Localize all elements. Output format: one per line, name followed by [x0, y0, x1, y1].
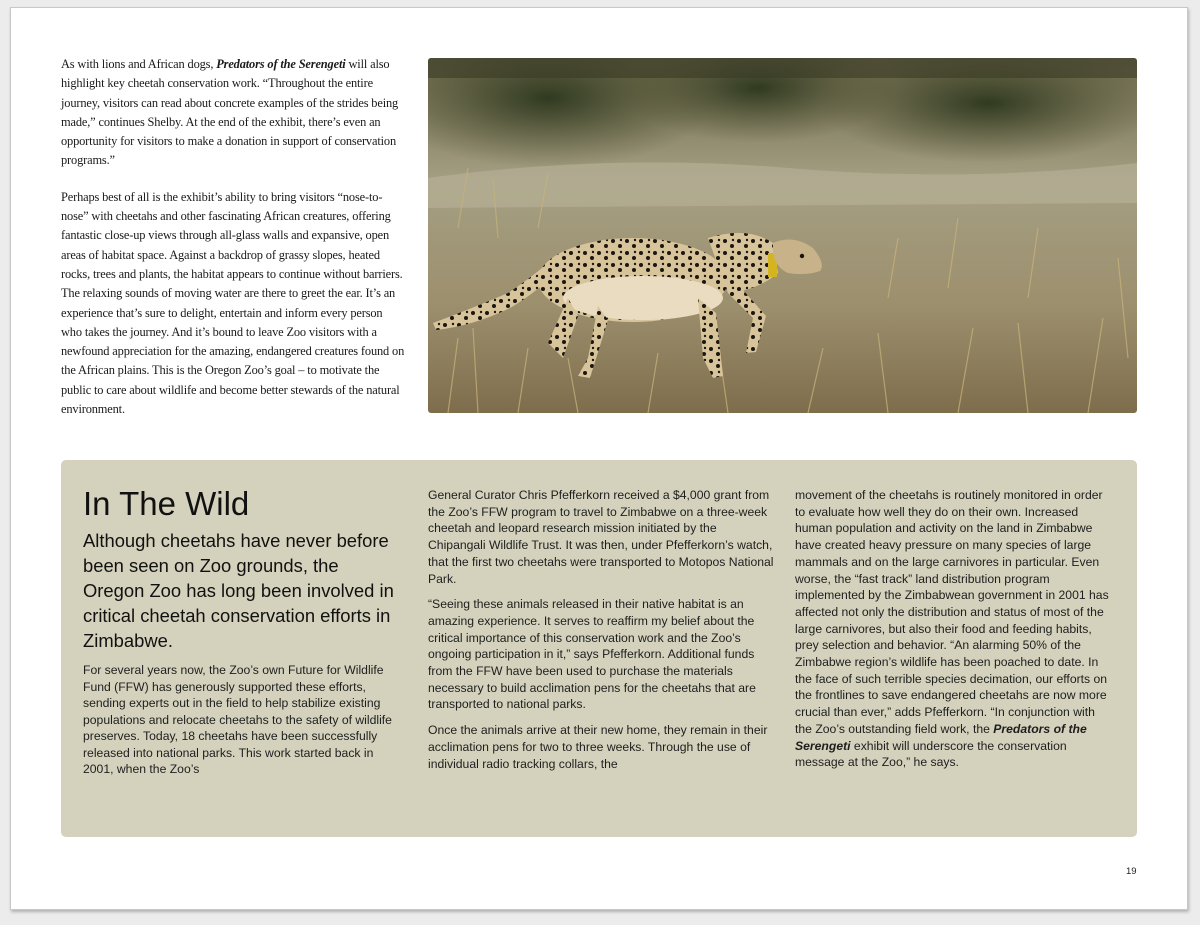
cheetah-photo — [428, 58, 1137, 413]
intro-paragraph-1: As with lions and African dogs, Predators of the Serengeti will also highlight key cheetah conservation work. “Throughout the entire journey, visitors can read about concrete examples of the strides being made,” continues Shelby. At the end of the exhibit, there’s even an opportunity for visitors to make a donation in support of conservation programs.” — [61, 57, 399, 168]
sidebar-column-3 — [795, 487, 1110, 780]
sidebar-title: In The Wild — [83, 485, 250, 522]
sidebar-lead: Although cheetahs have never before been seen on Zoo grounds, the Oregon Zoo has long been involved in critical cheetah conservation efforts in Zimbabwe. — [83, 530, 394, 651]
sidebar-paragraph: General Curator Chris Pfefferkorn received a $4,000 grant from the Zoo’s FFW program to travel to Zimbabwe on a three-week cheetah and leopard research mission initiated by the Chipangali Wildlife Trust. It was then, under Pfefferkorn’s watch, that the first two cheetahs were transported to Motopos National Park. — [428, 488, 774, 586]
exhibit-name: Predators of the Serengeti — [216, 57, 346, 71]
sidebar-column-1 — [83, 484, 405, 787]
magazine-page — [10, 7, 1188, 910]
in-the-wild-sidebar — [61, 460, 1137, 837]
sidebar-paragraph: movement of the cheetahs is routinely monitored in order to evaluate how well they do on their own. Increased human population and activity on the land in Zimbabwe have created heavy pressure on many species of large mammals and on the large carnivores in particular. Even worse, the “fast track” land distribution program implemented by the Zimbabwean government in 2001 has affected not only the distribution and status of most of the large carnivores, but also their food and feeding habits, prey selection and behavior. “An alarming 50% of the Zimbabwe region’s wildlife has been poached to date. In the face of such terrible species decimation, our efforts on the frontlines to save endangered cheetahs are now more crucial than ever,” adds Pfefferkorn. “In conjunction with the Zoo’s outstanding field work, the Predators of the Serengeti exhibit will underscore the conservation message at the Zoo,” he says. — [795, 488, 1109, 770]
sidebar-column-1-text: For several years now, the Zoo’s own Future for Wildlife Fund (FFW) has generously supported these efforts, sending experts out in the field to help stabilize existing populations and relocate cheetahs to the safety of wildlife preserves. Today, 18 cheetahs have been successfully released into national parks. This work started back in 2001, when the Zoo’s — [83, 663, 392, 776]
exhibit-name: Predators of the Serengeti — [795, 721, 1087, 753]
sidebar-paragraph: Once the animals arrive at their new home, they remain in their acclimation pens for two to three weeks. Through the use of individual radio tracking collars, the — [428, 723, 768, 771]
intro-text-column — [61, 55, 406, 436]
page-number: 19 — [1126, 866, 1137, 877]
sidebar-paragraph: “Seeing these animals released in their native habitat is an amazing experience. It serves to reaffirm my belief about the critical importance of this conservation work and the Zoo’s ongoing participation in it,” says Pfefferkorn. Additional funds from the FFW have been used to purchase the materials necessary to build acclimation pens for the cheetahs that are transported to national parks. — [428, 597, 756, 712]
sidebar-column-2 — [428, 487, 775, 781]
intro-paragraph-2: Perhaps best of all is the exhibit’s ability to bring visitors “nose-to-nose” with cheetahs and other fascinating African creatures, offering fantastic close-up views through all-glass walls and expansive, open areas of habitat space. Against a backdrop of grassy slopes, heated rocks, trees and plants, the habitat appears to continue without barriers. The relaxing sounds of moving water are there to greet the ear. It’s an experience that’s sure to delight, entertain and inform every person who takes the journey. And it’s bound to leave Zoo visitors with a newfound appreciation for the amazing, endangered creatures found on the African plains. This is the Oregon Zoo’s goal – to motivate the public to care about wildlife and become better stewards of the natural environment. — [61, 189, 405, 417]
